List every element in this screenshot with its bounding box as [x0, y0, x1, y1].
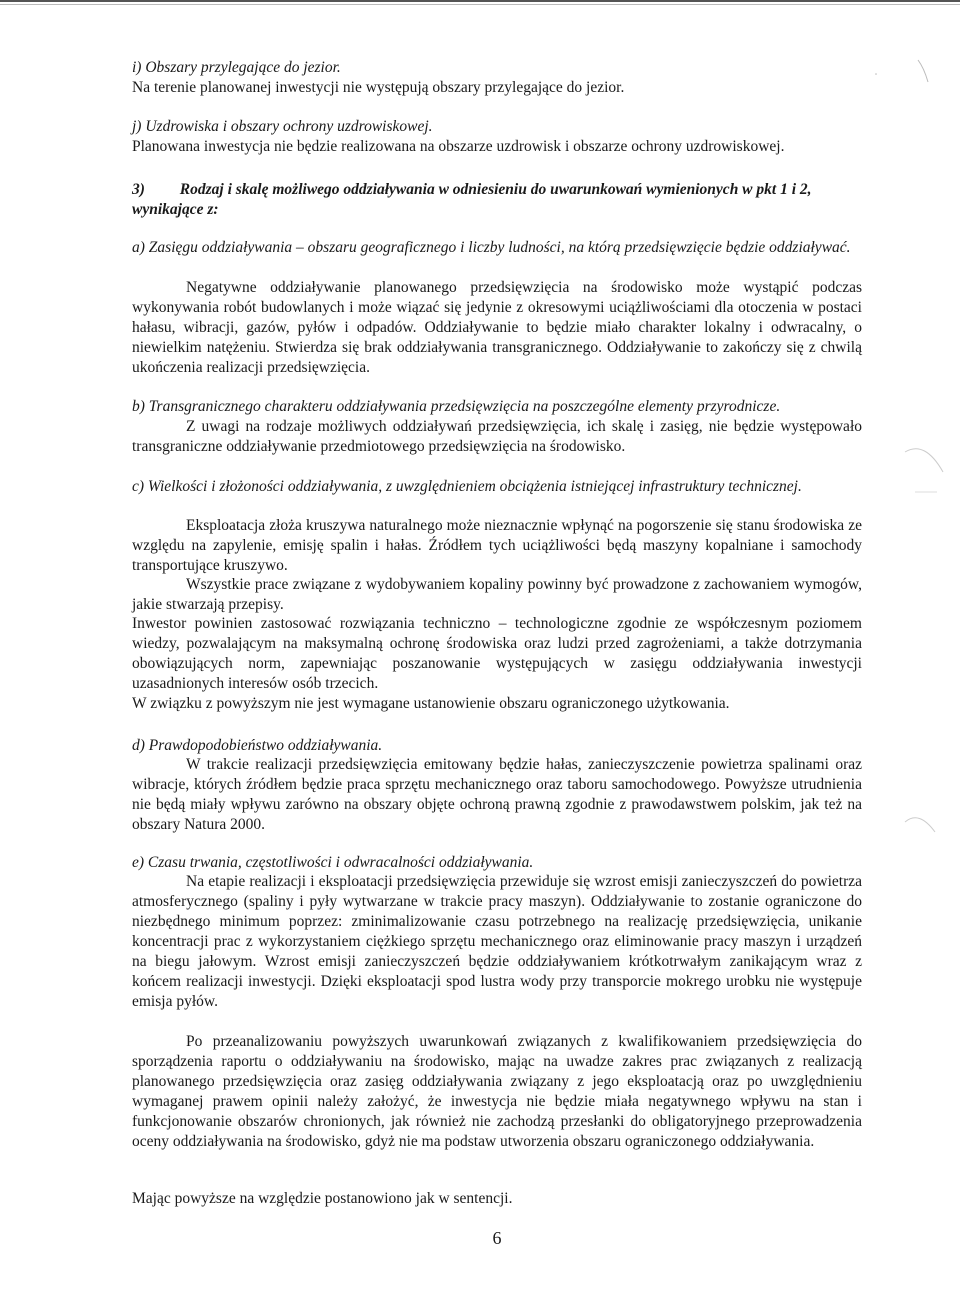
section-c-paragraph-4: W związku z powyższym nie jest wymagane ustanowienie obszaru ograniczonego użytkowania. [132, 695, 730, 712]
page-number: 6 [492, 1228, 502, 1248]
section-j-text: Planowana inwestycja nie będzie realizowana na obszarze uzdrowisk i obszarze ochrony uzdrowiskowej. [132, 138, 785, 155]
section-e-paragraph: Na etapie realizacji i eksploatacji przedsięwzięcia przewiduje się wzrost emisji zanieczyszczeń do powietrza atmosferycznego (spaliny i pyły wytwarzane w trakcie pracy maszyn). Oddziaływanie to zostanie ograniczone do niezbędnego minimum poprzez: zminimalizowanie czasu potrzebnego na realizację przedsięwzięcia, unikanie koncentracji prac z wykorzystaniem ciężkiego sprzętu mechanicznego oraz eliminowanie pracy maszyn i urządzeń na biegu jałowym. Wzrost emisji zanieczyszczeń będzie oddziaływaniem krótkotrwałym zanikającym wraz z końcem realizacji inwestycji. Dzięki eksploatacji spod lustra wody przy transporcie mokrego urobku nie występuje emisja pyłów. [132, 873, 862, 1010]
section-b-heading: b) Transgranicznego charakteru oddziaływania przedsięwzięcia na poszczególne elementy przyrodnicze. [132, 398, 781, 415]
section-c-paragraph-3: Inwestor powinien zastosować rozwiązania techniczno – technologiczne zgodnie ze współczesnym poziomem wiedzy, pozwalającym na maksymalną ochronę środowiska oraz ludzi przed zagrożeniami, a także dotrzymania obowiązujących norm, zapewniając poszanowanie występujących w zasięgu oddziaływania inwestycji uzasadnionych interesów osób trzecich. [132, 615, 862, 692]
section-c-paragraph-1: Eksploatacja złoża kruszywa naturalnego może nieznacznie wpłynąć na pogorszenie się stanu środowiska ze względu na zapylenie, emisję spalin i hałas. Źródłem tych uciążliwości będą maszyny kopalniane i samochody transportujące kruszywo. [132, 517, 862, 574]
section-b-paragraph: Z uwagi na rodzaje możliwych oddziaływań przedsięwzięcia, ich skalę i zasięg, nie będzie występowało transgraniczne oddziaływanie przedmiotowego przedsięwzięcia na środowisko. [132, 418, 862, 455]
section-a-heading: a) Zasięgu oddziaływania – obszaru geograficznego i liczby ludności, na którą przedsięwzięcie będzie oddziaływać. [132, 239, 851, 256]
section-c-paragraph-2: Wszystkie prace związane z wydobywaniem kopaliny powinny być prowadzone z zachowaniem wymogów, jakie stwarzają przepisy. [132, 576, 862, 613]
section-e-heading: e) Czasu trwania, częstotliwości i odwracalności oddziaływania. [132, 854, 534, 871]
section-i-heading: i) Obszary przylegające do jezior. [132, 59, 341, 76]
closing-sentence: Mając powyższe na względzie postanowiono jak w sentencji. [132, 1190, 513, 1207]
section-c-heading: c) Wielkości i złożoności oddziaływania, z uwzględnieniem obciążenia istniejącej infrastruktury technicznej. [132, 478, 802, 495]
section-a-paragraph: Negatywne oddziaływanie planowanego przedsięwzięcia na środowisko może wystąpić podczas wykonywania robót budowlanych i może wiązać się jedynie z okresowymi uciążliwościami dla otoczenia w postaci hałasu, wibracji, gazów, pyłów i odpadów. Oddziaływanie to będzie miało charakter lokalny i odwracalny, o niewielkim natężeniu. Stwierdza się brak oddziaływania transgranicznego. Oddziaływanie to zakończy się z chwilą ukończenia realizacji przedsięwzięcia. [132, 279, 862, 376]
section-d-heading: d) Prawdopodobieństwo oddziaływania. [132, 737, 383, 754]
section-d-paragraph: W trakcie realizacji przedsięwzięcia emitowany będzie hałas, zanieczyszczenie powietrza spalinami oraz wibracje, których źródłem będzie praca sprzętu mechanicznego oraz taboru samochodowego. Powyższe utrudnienia nie będą miały wpływu zarówno na obszary objęte ochroną prawną zgodnie z prawodawstwem polskim, jak też na obszary Natura 2000. [132, 756, 862, 833]
section-j-heading: j) Uzdrowiska i obszary ochrony uzdrowiskowej. [132, 118, 433, 135]
section-i-text: Na terenie planowanej inwestycji nie występują obszary przylegające do jezior. [132, 79, 625, 96]
summary-paragraph: Po przeanalizowaniu powyższych uwarunkowań związanych z kwalifikowaniem przedsięwzięcia do sporządzenia raportu o oddziaływaniu na środowisko, mając na uwadze zakres prac związanych z realizacją planowanego przedsięwzięcia oraz zasięg oddziaływania związany z jego eksploatacją oraz po uwzględnieniu wymaganej prawem opinii należy założyć, że inwestycja nie będzie miała negatywnego wpływu na stan i funkcjonowanie obszarów chronionych, jak również nie zachodzą przesłanki do obligatoryjnego przeprowadzenia oceny oddziaływania na środowisko, gdyż nie ma podstaw utworzenia obszaru ograniczonego oddziaływania. [132, 1033, 862, 1150]
section-3-heading: 3) Rodzaj i skalę możliwego oddziaływania w odniesieniu do uwarunkowań wymienionych w pkt 1 i 2, wynikające z: [132, 181, 812, 218]
